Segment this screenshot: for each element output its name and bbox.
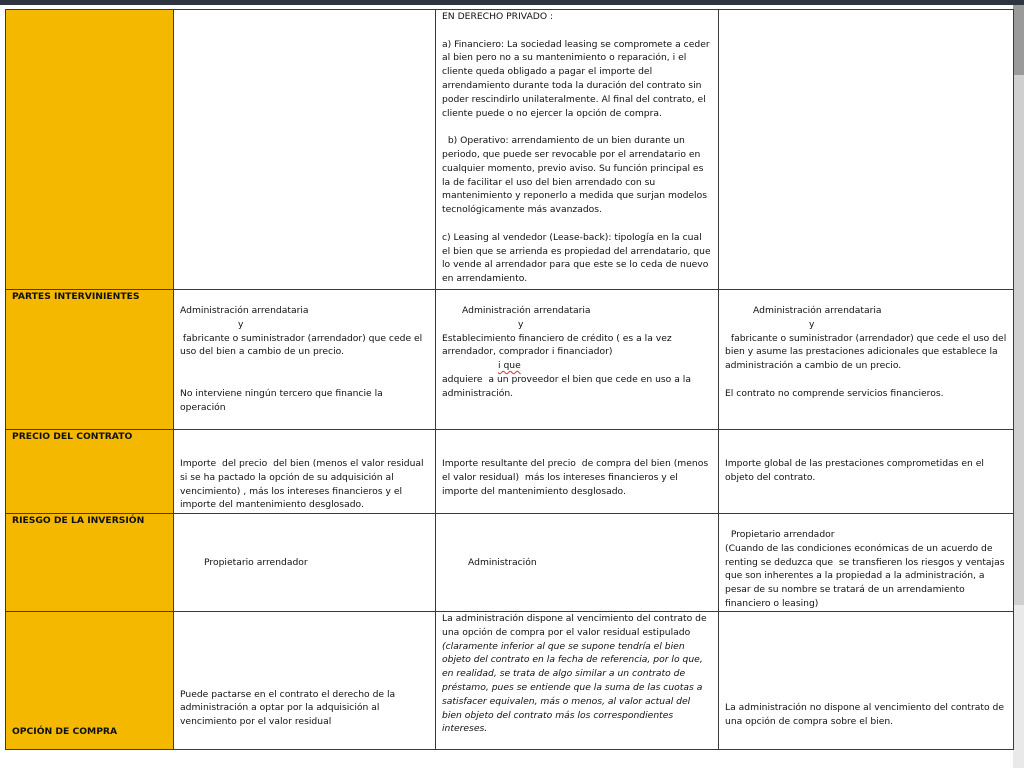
cell-text	[442, 24, 712, 38]
cell-text	[442, 217, 712, 231]
table-row	[6, 430, 1014, 514]
row-header: OPCIÓN DE COMPRA	[6, 612, 174, 750]
cell-text: adquiere a un proveedor el bien que cede en uso a la administración.	[442, 373, 694, 399]
cell-text: EN DERECHO PRIVADO :	[442, 11, 554, 22]
cell	[719, 290, 1014, 430]
cell	[436, 612, 719, 750]
cell-text: La administración dispone al vencimiento del contrato de una opción de compra por el valor residual estipulado	[442, 613, 710, 638]
cell-text	[180, 359, 429, 373]
cell-text	[725, 373, 1007, 387]
cell-text: Propietario arrendador	[204, 556, 308, 568]
cell-text	[442, 120, 712, 134]
cell-text: y	[238, 318, 244, 330]
cell-text	[180, 373, 429, 387]
cell-text: Importe del precio del bien (menos el valor residual si se ha pactado la opción de su adquisición al vencimiento) , más los intereses financieros y el importe del mantenimiento desglosado.	[180, 458, 427, 511]
cell-text: Importe resultante del precio de compra del bien (menos el valor residual) más los intereses financieros y el importe del mantenimiento desglosado.	[442, 458, 712, 497]
cell	[174, 612, 436, 750]
cell-text: c) Leasing al vendedor (Lease-back): tipología en la cual el bien que se arrienda es propiedad del arrendatario, que lo vende al arrendador para que este se lo ceda de nuevo en arrendamiento.	[442, 231, 714, 285]
window-top-bar	[0, 0, 1024, 5]
cell-text: El contrato no comprende servicios financieros.	[725, 387, 944, 399]
table-row	[6, 612, 1014, 750]
cell-text: a) Financiero: La sociedad leasing se compromete a ceder al bien pero no a su mantenimiento o reparación, i el cliente queda obligado a pagar el importe del arrendamiento durante toda la duración del contrato sin poder rescindirlo unilateralmente. Al final del contrato, el cliente puede o no ejercer la opción de compra.	[442, 38, 713, 119]
cell	[719, 514, 1014, 612]
comparison-table	[5, 9, 1014, 750]
table-row	[6, 290, 1014, 430]
cell	[719, 430, 1014, 514]
row-header	[6, 10, 174, 290]
cell	[174, 430, 436, 514]
cell	[436, 290, 719, 430]
cell	[719, 612, 1014, 750]
cell-text: fabricante o suministrador (arrendador) que cede el uso del bien y asume las prestaciones adicionales que establece la administración a cambio de un precio.	[725, 332, 1010, 372]
cell	[174, 514, 436, 612]
cell-text: Establecimiento financiero de crédito ( es a la vez arrendador, comprador i financiador)	[442, 332, 675, 358]
scrollbar-thumb[interactable]	[1013, 75, 1024, 605]
table-row	[6, 514, 1014, 612]
cell-text: No interviene ningún tercero que financie la operación	[180, 387, 386, 413]
cell-text: Administración arrendataria	[180, 305, 309, 316]
cell-text: fabricante o suministrador (arrendador) que cede el uso del bien a cambio de un precio.	[180, 332, 426, 358]
cell-text: y	[809, 318, 815, 330]
cell	[436, 430, 719, 514]
cell-text: Propietario arrendador	[725, 529, 835, 540]
cell-text: (claramente inferior al que se supone tendría el bien objeto del contrato en la fecha de referencia, por lo que, en realidad, se trata de algo similar a un contrato de préstamo, pues se entiende que la suma de las cuotas a satisfacer equivalen, más o menos, al valor actual del bien objeto del contrato más los correspondientes intereses.	[442, 640, 706, 735]
scrollbar[interactable]	[1013, 5, 1024, 768]
cell-text: Administración	[468, 556, 537, 568]
cell	[436, 514, 719, 612]
cell[interactable]	[436, 10, 719, 290]
cell-text: (Cuando de las condiciones económicas de un acuerdo de renting se deduzca que se transfieren los riesgos y ventajas que son inherentes a la propiedad a la administración, a pesar de su nombre se tratará de un arrendamiento financiero o leasing)	[725, 542, 1008, 609]
cell-text: La administración no dispone al vencimiento del contrato de una opción de compra sobre el bien.	[725, 702, 1007, 728]
scrollbar-top-region	[1013, 5, 1024, 75]
row-header: RIESGO DE LA INVERSIÓN	[6, 514, 174, 612]
cell-text: Puede pactarse en el contrato el derecho de la administración a optar por la adquisición al vencimiento por el valor residual	[180, 688, 399, 728]
cell	[174, 10, 436, 290]
cell-text: i que	[498, 360, 521, 372]
cell	[719, 10, 1014, 290]
row-header: PRECIO DEL CONTRATO	[6, 430, 174, 514]
cell-text: b) Operativo: arrendamiento de un bien durante un periodo, que puede ser revocable por el arrendatario en cualquier momento, previo aviso. Su función principal es la de facilitar el uso del bien arrendado con su mantenimiento y reponerlo a medida que surjan modelos tecnológicamente más avanzados.	[442, 135, 710, 216]
row-header: PARTES INTERVINIENTES	[6, 290, 174, 430]
cell-text: Administración arrendataria	[462, 305, 591, 316]
cell	[174, 290, 436, 430]
cell-text: Administración arrendataria	[753, 305, 882, 316]
cell-text: y	[518, 318, 524, 330]
table-row	[6, 10, 1014, 290]
cell-text: Importe global de las prestaciones comprometidas en el objeto del contrato.	[725, 458, 987, 483]
